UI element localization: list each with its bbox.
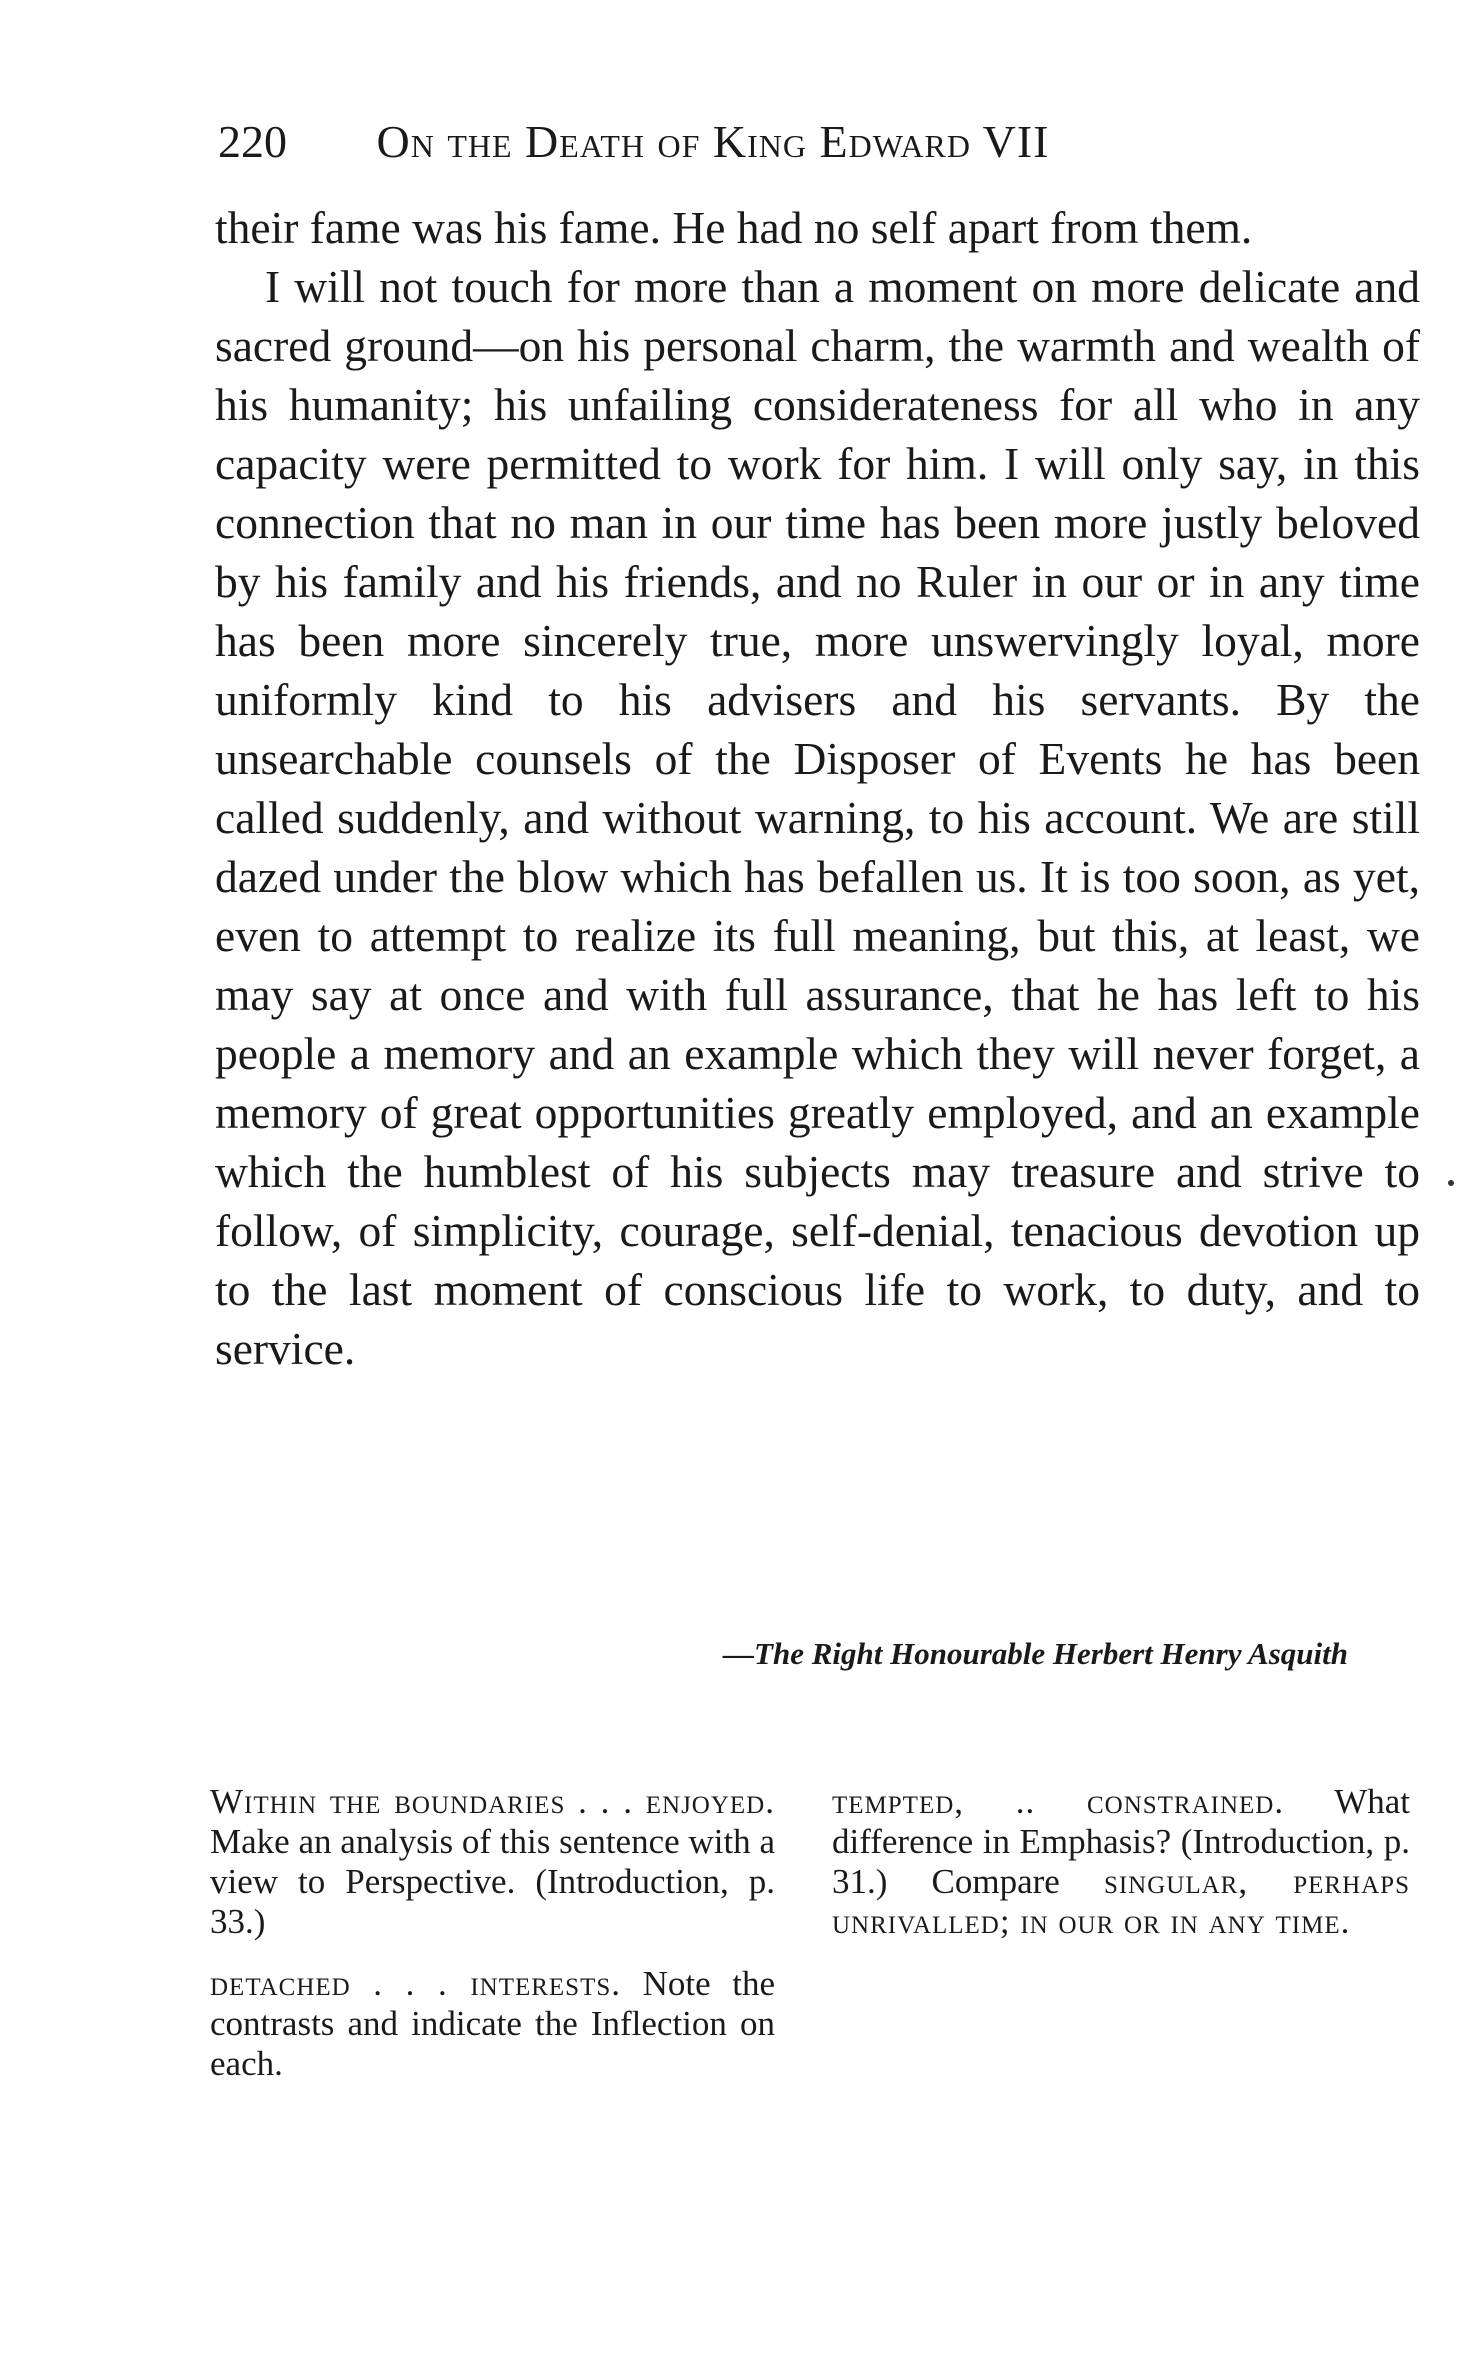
- note-heading: detached . . . interests.: [210, 1964, 622, 2003]
- study-note: [210, 1782, 775, 1942]
- note-text: Make an analysis of this sentence with a view to Perspective. (Introduction, p. 33.): [210, 1822, 775, 1941]
- running-title: On the Death of King Edward VII: [376, 116, 1050, 167]
- note-heading: tempted, .. constrained.: [832, 1782, 1285, 1821]
- paragraph: their fame was his fame. He had no self apart from them.: [215, 202, 1253, 253]
- note-heading: Within the boundaries . . . enjoyed.: [210, 1782, 775, 1821]
- page-number: 220: [218, 116, 287, 167]
- main-text: [215, 198, 1420, 1378]
- study-note: [832, 1782, 1410, 1942]
- note-text: Note the contrasts and indicate the Inflection on each.: [210, 1964, 775, 2083]
- note-text: What difference in Emphasis? (Introduction, p. 31.) Compare: [832, 1782, 1410, 1901]
- notes-right-column: [832, 1782, 1410, 1964]
- paragraph: I will not touch for more than a moment on more delicate and sacred ground—on his personal charm, the warmth and wealth of his humanity; his unfailing considerateness for all who in any capacity were permitted to work for him. I will only say, in this connection that no man in our time has been more justly beloved by his family and his friends, and no Ruler in our or in any time has been more sincerely true, more unswervingly loyal, more uniformly kind to his advisers and his servants. By the unsearchable counsels of the Disposer of Events he has been called suddenly, and without warning, to his account. We are still dazed under the blow which has befallen us. It is too soon, as yet, even to attempt to realize its full meaning, but this, at least, we may say at once and with full assurance, that he has left to his people a memory and an example which they will never forget, a memory of great opportunities greatly employed, and an example which the humblest of his subjects may treasure and strive to follow, of simplicity, courage, self-denial, tenacious devotion up to the last moment of conscious life to work, to duty, and to service.: [215, 261, 1420, 1374]
- print-speck: [1448, 1180, 1454, 1186]
- attribution: —The Right Honourable Herbert Henry Asquith: [723, 1636, 1348, 1671]
- study-note: [210, 1964, 775, 2084]
- page-header: [218, 112, 1238, 172]
- note-quoted-phrase: singular, perhaps unrivalled; in our or in any time.: [832, 1862, 1410, 1941]
- notes-left-column: [210, 1782, 775, 2106]
